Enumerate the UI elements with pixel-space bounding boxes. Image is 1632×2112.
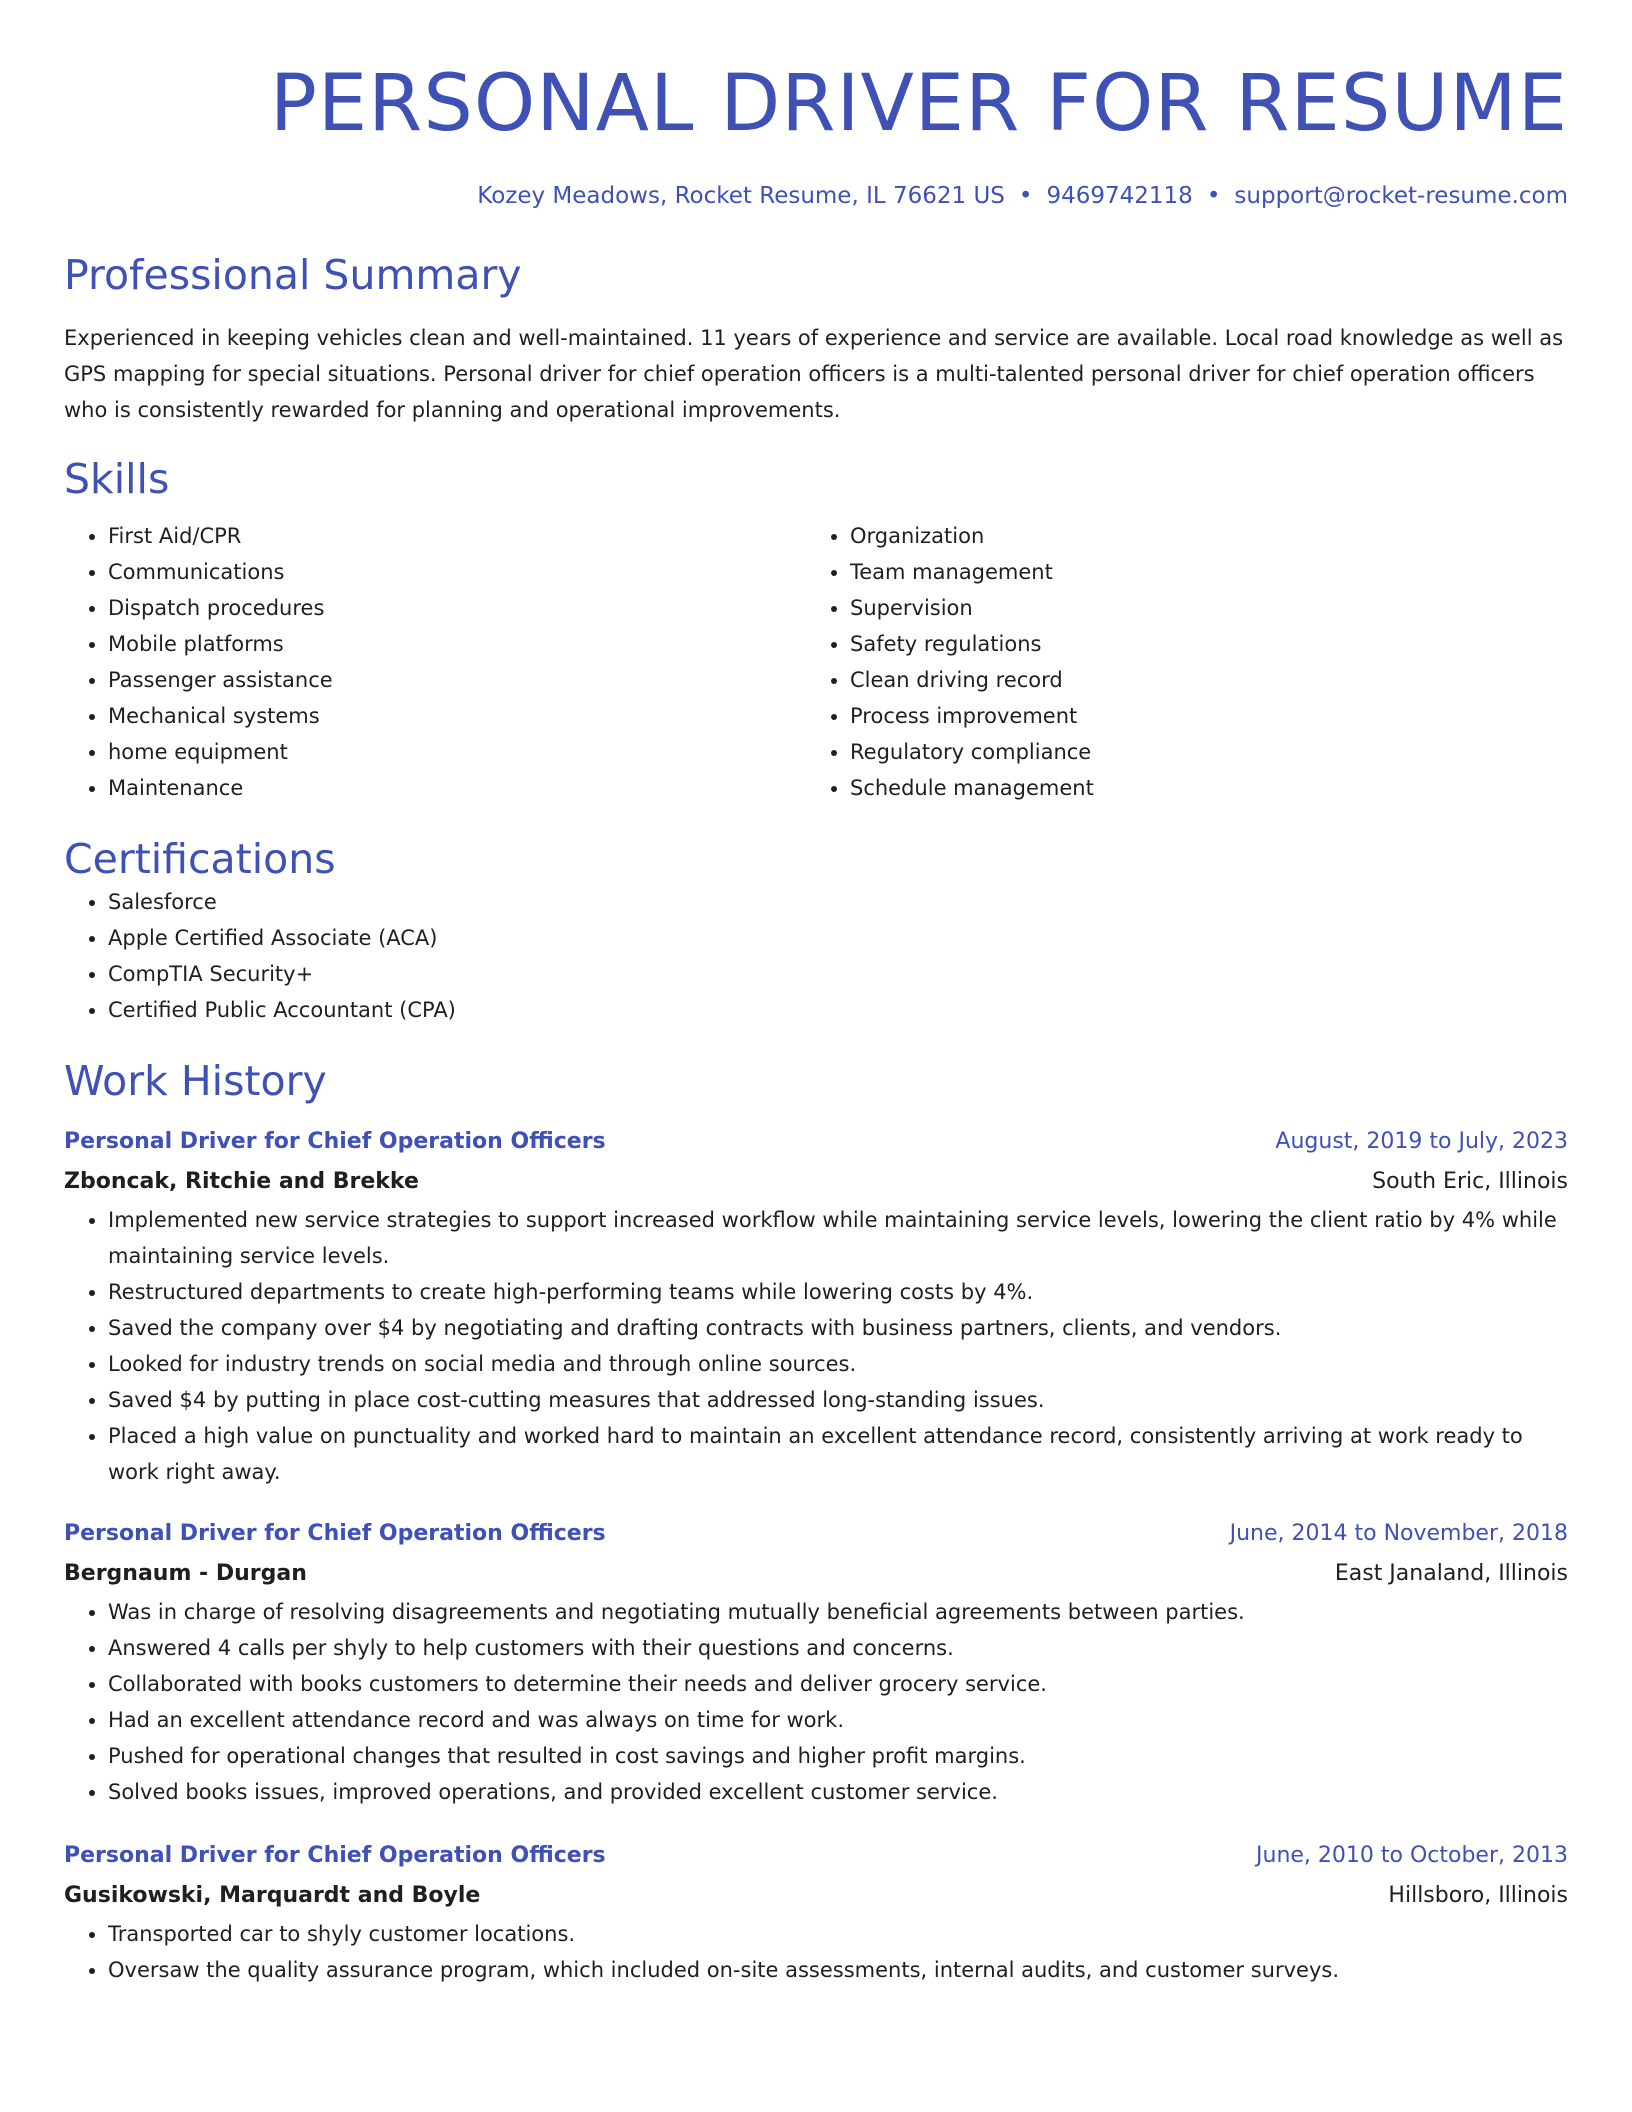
- job-title: Personal Driver for Chief Operation Officers: [64, 1129, 606, 1154]
- job-location: South Eric, Illinois: [1372, 1169, 1568, 1194]
- certification-item: • Salesforce: [108, 884, 1568, 920]
- resume-page: [64, 0, 1568, 1988]
- job-bullets: [64, 1202, 1568, 1490]
- work-history-heading: Work History: [64, 1057, 327, 1105]
- skill-item: • Process improvement: [850, 698, 1548, 734]
- skill-item: • Communications: [108, 554, 806, 590]
- job-bullet: • Placed a high value on punctuality and worked hard to maintain an excellent attendance record, consistently arriving at work ready to work right away.: [108, 1418, 1568, 1490]
- skill-item: • Dispatch procedures: [108, 590, 806, 626]
- contact-email: support@rocket-resume.com: [1234, 183, 1568, 209]
- job-title-row: [64, 1836, 1568, 1876]
- certifications-heading: Certifications: [64, 835, 336, 883]
- contact-separator: •: [1206, 183, 1221, 209]
- skill-item: • First Aid/CPR: [108, 518, 806, 554]
- job-bullet: • Saved the company over $4 by negotiating and drafting contracts with business partners, clients, and vendors.: [108, 1310, 1568, 1346]
- job-bullets: [64, 1916, 1568, 1988]
- job-bullet: • Pushed for operational changes that resulted in cost savings and higher profit margins.: [108, 1738, 1568, 1774]
- job-company-row: [64, 1876, 1568, 1916]
- job-title-row: [64, 1514, 1568, 1554]
- skills-list-right: [806, 518, 1548, 806]
- job-bullet: • Saved $4 by putting in place cost-cutting measures that addressed long-standing issues.: [108, 1382, 1568, 1418]
- job-bullet: • Had an excellent attendance record and was always on time for work.: [108, 1702, 1568, 1738]
- skill-item: • Supervision: [850, 590, 1548, 626]
- skill-item: • Safety regulations: [850, 626, 1548, 662]
- certification-item: • CompTIA Security+: [108, 956, 1568, 992]
- job-dates: August, 2019 to July, 2023: [1275, 1129, 1568, 1154]
- job-company: Bergnaum - Durgan: [64, 1561, 307, 1586]
- contact-separator: •: [1018, 183, 1033, 209]
- job-bullet: • Was in charge of resolving disagreements and negotiating mutually beneficial agreements between parties.: [108, 1594, 1568, 1630]
- contact-line: [64, 180, 1568, 212]
- skills-heading: Skills: [64, 455, 170, 503]
- certification-item: • Certified Public Accountant (CPA): [108, 992, 1568, 1028]
- contact-address: Kozey Meadows, Rocket Resume, IL 76621 US: [477, 183, 1005, 209]
- job-bullet: • Transported car to shyly customer locations.: [108, 1916, 1568, 1952]
- certification-item: • Apple Certified Associate (ACA): [108, 920, 1568, 956]
- summary-heading: Professional Summary: [64, 251, 522, 299]
- summary-text: Experienced in keeping vehicles clean and well-maintained. 11 years of experience and service are available. Local road knowledge as well as GPS mapping for special situations. Personal driver for chief operation officers is a multi-talented personal driver for chief operation officers who is consistently rewarded for planning and operational improvements.: [64, 326, 1564, 422]
- skills-column-left: [64, 518, 806, 806]
- job-bullet: • Answered 4 calls per shyly to help customers with their questions and concerns.: [108, 1630, 1568, 1666]
- job-entry: [64, 1836, 1568, 1988]
- certifications-list: [64, 884, 1568, 1028]
- job-dates: June, 2010 to October, 2013: [1256, 1843, 1568, 1868]
- job-bullet: • Restructured departments to create high-performing teams while lowering costs by 4%.: [108, 1274, 1568, 1310]
- skill-item: • Regulatory compliance: [850, 734, 1548, 770]
- job-bullet: • Oversaw the quality assurance program, which included on-site assessments, internal audits, and customer surveys.: [108, 1952, 1568, 1988]
- skills-grid: [64, 518, 1568, 806]
- skill-item: • Team management: [850, 554, 1548, 590]
- job-company-row: [64, 1162, 1568, 1202]
- job-entry: [64, 1514, 1568, 1810]
- job-bullets: [64, 1594, 1568, 1810]
- job-bullet: • Solved books issues, improved operations, and provided excellent customer service.: [108, 1774, 1568, 1810]
- job-title: Personal Driver for Chief Operation Officers: [64, 1843, 606, 1868]
- job-company: Zboncak, Ritchie and Brekke: [64, 1169, 419, 1194]
- skill-item: • Clean driving record: [850, 662, 1548, 698]
- job-company: Gusikowski, Marquardt and Boyle: [64, 1883, 481, 1908]
- skills-list-left: [64, 518, 806, 806]
- job-bullet: • Implemented new service strategies to support increased workflow while maintaining service levels, lowering the client ratio by 4% while maintaining service levels.: [108, 1202, 1568, 1274]
- skill-item: • Mechanical systems: [108, 698, 806, 734]
- job-location: Hillsboro, Illinois: [1388, 1883, 1568, 1908]
- job-bullet: • Collaborated with books customers to determine their needs and deliver grocery service.: [108, 1666, 1568, 1702]
- skills-column-right: [806, 518, 1548, 806]
- skill-item: • Mobile platforms: [108, 626, 806, 662]
- skill-item: • Maintenance: [108, 770, 806, 806]
- resume-name: PERSONAL DRIVER FOR RESUME: [269, 59, 1568, 149]
- job-title: Personal Driver for Chief Operation Officers: [64, 1521, 606, 1546]
- job-entry: [64, 1122, 1568, 1490]
- skill-item: • Schedule management: [850, 770, 1548, 806]
- job-title-row: [64, 1122, 1568, 1162]
- skill-item: • Organization: [850, 518, 1548, 554]
- job-bullet: • Looked for industry trends on social media and through online sources.: [108, 1346, 1568, 1382]
- job-dates: June, 2014 to November, 2018: [1229, 1521, 1568, 1546]
- skill-item: • Passenger assistance: [108, 662, 806, 698]
- skill-item: • home equipment: [108, 734, 806, 770]
- contact-phone: 9469742118: [1046, 183, 1193, 209]
- job-location: East Janaland, Illinois: [1334, 1561, 1568, 1586]
- job-company-row: [64, 1554, 1568, 1594]
